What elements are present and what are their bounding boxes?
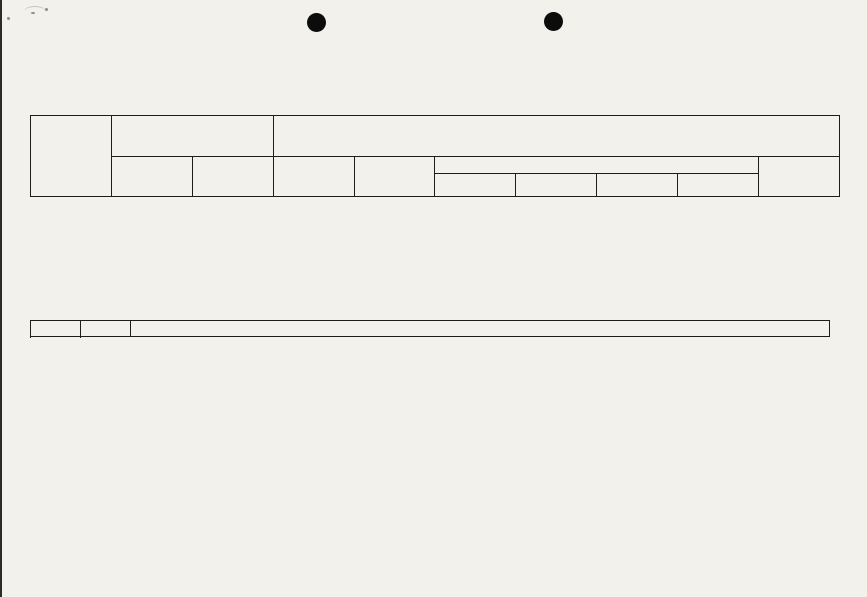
table2-classes-banner <box>130 321 829 337</box>
punch-hole-left <box>307 13 326 32</box>
table1-sout-header <box>192 157 273 197</box>
table1-subclass-3-1 <box>435 174 516 197</box>
table1-subclass-3-4 <box>678 174 759 197</box>
table1-class4-header <box>759 157 840 197</box>
table1-class1-header <box>273 157 354 197</box>
scan-speck <box>7 17 10 20</box>
table1-class3-header <box>435 157 759 174</box>
table2-workplaces <box>30 320 830 337</box>
table1-summary <box>30 115 840 197</box>
table1-subclass-3-3 <box>597 174 678 197</box>
table1-subclass-3-2 <box>516 174 597 197</box>
table1-header-row-top <box>31 116 840 157</box>
table2-header-row-top <box>31 321 830 337</box>
punch-hole-right <box>544 12 563 31</box>
table2-workplace-number-header <box>31 321 81 337</box>
table1-header-row-mid <box>31 157 840 174</box>
pencil-mark <box>24 6 46 17</box>
scan-edge-artifact <box>0 0 2 597</box>
table1-group-right-header <box>273 116 839 157</box>
table1-class2-header <box>354 157 435 197</box>
table1-group-left-header <box>111 116 273 157</box>
document-header <box>0 34 867 45</box>
table1-name-header <box>31 116 112 197</box>
table1-total-header <box>111 157 192 197</box>
table2-profession-header <box>80 321 130 337</box>
